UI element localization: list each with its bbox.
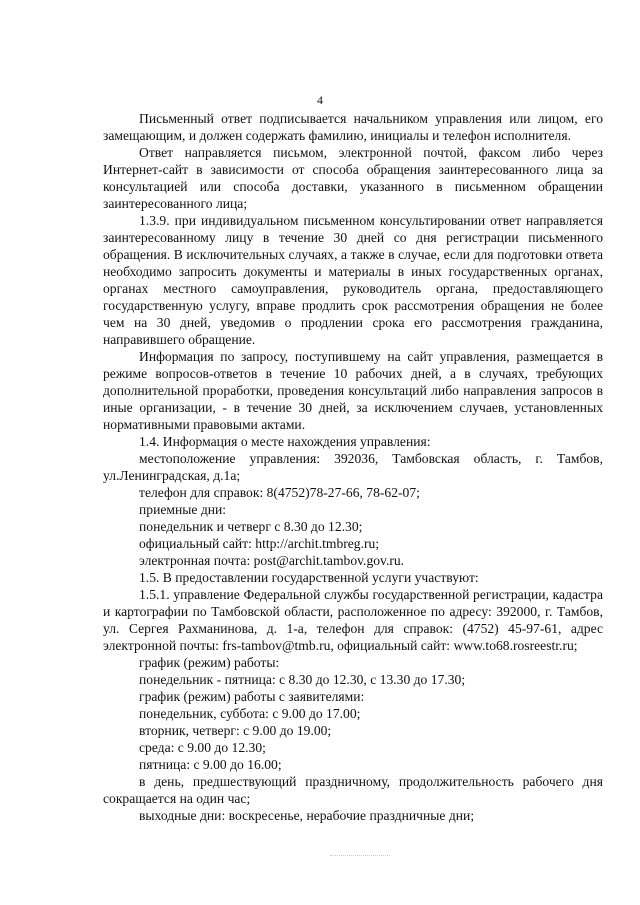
paragraph: понедельник и четверг с 8.30 до 12.30; [139,519,363,534]
paragraph: в день, предшествующий праздничному, продолжительность рабочего дня сокращается на один час; [103,774,603,806]
paragraph: местоположение управления: 392036, Тамбовская область, г. Тамбов, ул.Ленинградская, д.1а; [103,451,603,483]
paragraph: 1.3.9. при индивидуальном письменном консультировании ответ направляется заинтересованному лицу в течение 30 дней со дня регистрации письменного обращения. В исключительных случаях, а также в случае, если для подготовки ответа необходимо запросить документы и материалы в иных государственных органах, органах местного самоуправления, руководитель органа, предоставляющего государственную услугу, вправе продлить срок рассмотрения обращения не более чем на 30 дней, уведомив о продлении срока его рассмотрения гражданина, направившего обращение. [103,213,603,347]
paragraph: приемные дни: [139,502,227,517]
paragraph: пятница: с 9.00 до 16.00; [139,757,282,772]
page-number: 4 [317,93,323,107]
paragraph: 1.5.1. управление Федеральной службы государственной регистрации, кадастра и картографии по Тамбовской области, расположенное по адресу: 392000, г. Тамбов, ул. Сергея Рахманинова, д. 1-а, телефон для справок: (4752) 45-97-61, адрес электронной почты: frs-tambov@tmb.ru, официальный сайт: www.to68.rosreestr.ru; [103,587,603,653]
paragraph: вторник, четверг: с 9.00 до 19.00; [139,723,332,738]
section-heading: 1.4. Информация о месте нахождения управления: [139,434,431,449]
scan-artifact [330,855,390,864]
paragraph: Ответ направляется письмом, электронной почтой, факсом либо через Интернет-сайт в зависимости от способа обращения заинтересованного лица за консультацией или способа доставки, указанного в письменном обращении заинтересованного лица; [103,145,603,211]
paragraph: Письменный ответ подписывается начальником управления или лицом, его замещающим, и должен содержать фамилию, инициалы и телефон исполнителя. [103,111,603,143]
paragraph: понедельник, суббота: с 9.00 до 17.00; [139,706,361,721]
section-heading: 1.5. В предоставлении государственной услуги участвуют: [139,570,479,585]
paragraph: выходные дни: воскресенье, нерабочие праздничные дни; [139,808,475,823]
paragraph: телефон для справок: 8(4752)78-27-66, 78-62-07; [139,485,420,500]
paragraph: среда: с 9.00 до 12.30; [139,740,266,755]
paragraph: график (режим) работы с заявителями: [139,689,365,704]
paragraph: понедельник - пятница: с 8.30 до 12.30, с 13.30 до 17.30; [139,672,466,687]
paragraph: график (режим) работы: [139,655,280,670]
paragraph: Информация по запросу, поступившему на сайт управления, размещается в режиме вопросов-ответов в течение 10 рабочих дней, а в случаях, требующих дополнительной проработки, проведения консультаций либо направления запросов в иные организации, - в течение 30 дней, за исключением случаев, установленных нормативными правовыми актами. [103,349,603,432]
paragraph: электронная почта: post@archit.tambov.gov.ru. [139,553,405,568]
document-body [103,110,603,824]
paragraph: официальный сайт: http://archit.tmbreg.ru; [139,536,380,551]
